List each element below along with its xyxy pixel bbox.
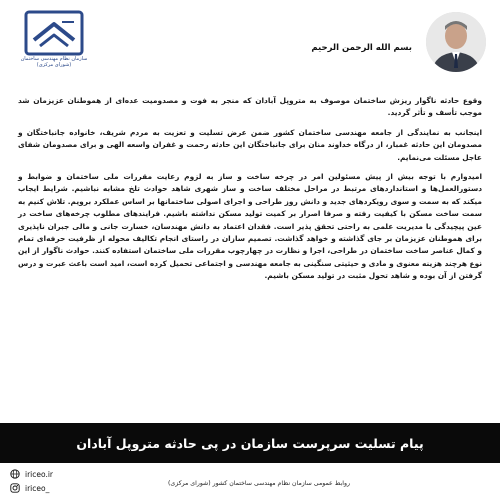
logo-caption [14,56,94,68]
portrait-icon [426,12,486,72]
title-banner [0,423,500,463]
paragraph-2: اینجانب به نمایندگی از جامعه مهندسی ساختمان کشور ضمن عرض تسلیت و تعزیت به مردم شریف، خانواده جانباختگان و مصدومان این حادثه غمبار، از درگاه خداوند منان برای جانباختگان این حادثه رحمت و غفران واسعه الهی و برای مصدومان شفای عاجل مسئلت می‌نمایم. [18,127,482,162]
website-link[interactable] [10,467,53,481]
basmala-heading: بسم الله الرحمن الرحیم [311,43,412,53]
instagram-link[interactable] [10,481,53,495]
logo-caption-line1: سازمان نظام مهندسی ساختمان [20,56,88,62]
website-text: iriceo.ir [25,469,53,479]
paragraph-1: وقوع حادثه ناگوار ریزش ساختمان موصوف به متروپل آبادان که منجر به فوت و مصدومیت عده‌ای از هموطنان عزیزمان شد موجب تأسف و تأثر گردید. [18,96,482,118]
footer [0,463,500,500]
portrait-photo [426,12,486,72]
message-body [18,95,482,290]
logo-emblem-icon [22,8,86,58]
instagram-icon [10,483,20,493]
social-links [10,467,53,495]
logo-caption-line2: (شورای مرکزی) [36,62,72,68]
banner-title: پیام تسلیت سرپرست سازمان در پی حادثه متروپل آبادان [76,435,424,451]
globe-icon [10,469,20,479]
footer-note: روابط عمومی سازمان نظام مهندسی ساختمان کشور (شورای مرکزی) [167,480,350,487]
paragraph-3: امیدوارم با توجه بیش از پیش مسئولین امر در چرخه ساخت و ساز به لزوم رعایت مقررات ملی ساختمان و ضوابط و دستورالعمل‌ها و استانداردهای مرتبط در مراحل مختلف ساخت و ساز شهری شاهد حوادث تلخ مشابه نباشیم. شرایط ایجاب میکند که به سمت و سوی رویکردهای جدید و دانش روز طراحی و اجرای اصولی ساختمانها بر اساس عملکرد برویم. تلاش کنیم به سمت ساخت مسکن با کیفیت رفته و صرفا اصرار بر کمیت تولید مسکن نداشته باشیم. فرایندهای مطلوب چرخه‌های ساخت در عین پیچیدگی با مدیریت علمی به راحتی تحقق پذیر است. فقدان اعتماد به دانش مهندسان، خسارت جانی و مالی جبران ناپذیری برای هموطنان عزیزمان بر جای گذاشته و خواهد گذاشت. تصمیم سازان در راستای انجام تکالیف محوله از ظرفیت حرفه‌ای تمام و کمال عناصر ساخت ساختمان در طراحی، اجرا و نظارت در چهارچوب مقررات ملی ساختمان استفاده کنند. حوادث ناگوار از این نوع هرچند هزینه معنوی و مادی و حیثیتی سنگینی به جامعه مهندسی و اجتماعی تحمیل کرده است، امید است باعث عبرت و درس گرفتن از آن بوده و شاهد تحول مثبت در تولید مسکن باشیم. [18,172,482,281]
instagram-text: iriceo_ [25,483,50,493]
